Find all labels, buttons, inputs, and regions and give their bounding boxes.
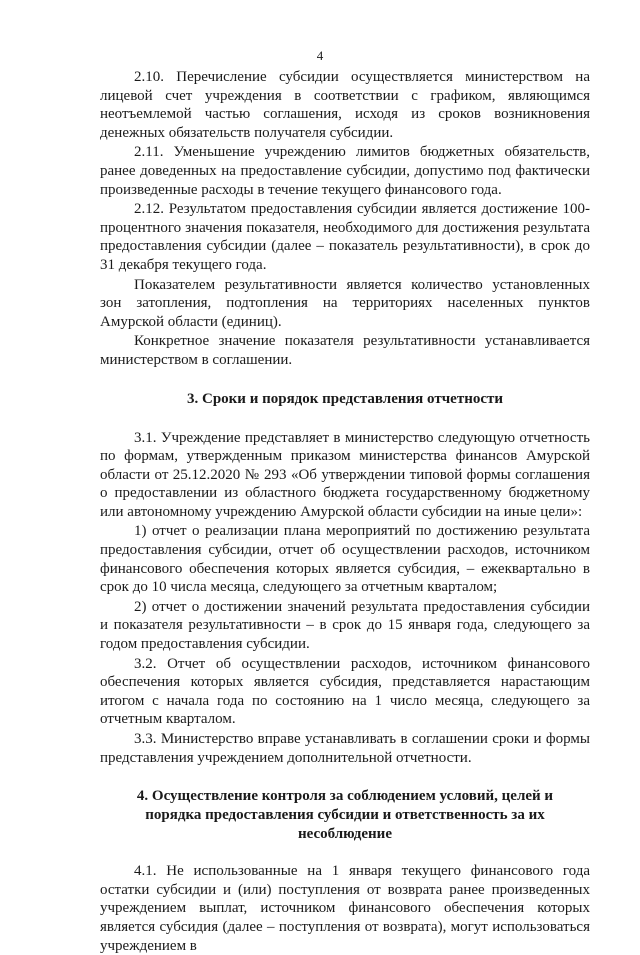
paragraph-2-12: 2.12. Результатом предоставления субсидии является достижение 100-процентного значения показателя, необходимого для достижения результата предоставления субсидии (далее – показатель результативности), в срок до 31 декабря текущего года. <box>100 201 590 273</box>
paragraph-3-1-item-2: 2) отчет о достижении значений результата предоставления субсидии и показателя результативности – в срок до 15 января года, следующего за годом предоставления субсидии. <box>100 598 590 653</box>
section-3-heading: 3. Сроки и порядок представления отчетности <box>186 390 504 407</box>
page-number: 4 <box>316 48 324 63</box>
document-body <box>100 68 590 955</box>
paragraph-3-1: 3.1. Учреждение представляет в министерство следующую отчетность по формам, утвержденным приказом министерства финансов Амурской области от 25.12.2020 № 293 «Об утверждении типовой формы соглашения о предоставлении из областного бюджета государственному бюджетному или автономному учреждению Амурской области субсидии на иные цели»: <box>100 429 590 520</box>
paragraph-2-10: 2.10. Перечисление субсидии осуществляется министерством на лицевой счет учреждения в соответствии с графиком, являющимся неотъемлемой частью соглашения, исходя из сроков возникновения денежных обязательств получателя субсидии. <box>100 69 590 141</box>
paragraph-3-1-item-1: 1) отчет о реализации плана мероприятий по достижению результата предоставления субсидии, отчет об осуществлении расходов, источником финансового обеспечения которых является субсидия, – ежеквартально в срок до 10 числа месяца, следующего за отчетным кварталом; <box>100 523 590 596</box>
paragraph-3-2: 3.2. Отчет об осуществлении расходов, источником финансового обеспечения которых является субсидия, представляется нарастающим итогом с начала года по состоянию на 1 число месяца, следующего за отчетным кварталом. <box>100 655 590 728</box>
paragraph-3-3: 3.3. Министерство вправе устанавливать в соглашении сроки и формы представления учреждением дополнительной отчетности. <box>100 731 590 766</box>
paragraph-2-11: 2.11. Уменьшение учреждению лимитов бюджетных обязательств, ранее доведенных на предоставление субсидии, допустимо под фактически произведенные расходы в течение текущего финансового года. <box>100 144 590 198</box>
section-4-heading <box>100 787 590 844</box>
section-4-heading-line-2: порядка предоставления субсидии и ответственность за их несоблюдение <box>145 807 545 843</box>
section-4-heading-line-1: 4. Осуществление контроля за соблюдением условий, целей и <box>136 788 554 805</box>
paragraph-4-1: 4.1. Не использованные на 1 января текущего финансового года остатки субсидии и (или) поступления от возврата ранее произведенных учреждением выплат, источником финансового обеспечения которых является субсидия (далее – поступления от возврата), могут использоваться учреждением в <box>100 863 590 954</box>
paragraph-indicator-value: Конкретное значение показателя результативности устанавливается министерством в соглашении. <box>100 333 590 368</box>
paragraph-indicator: Показателем результативности является количество установленных зон затопления, подтопления на территориях населенных пунктов Амурской области (единиц). <box>100 276 590 330</box>
